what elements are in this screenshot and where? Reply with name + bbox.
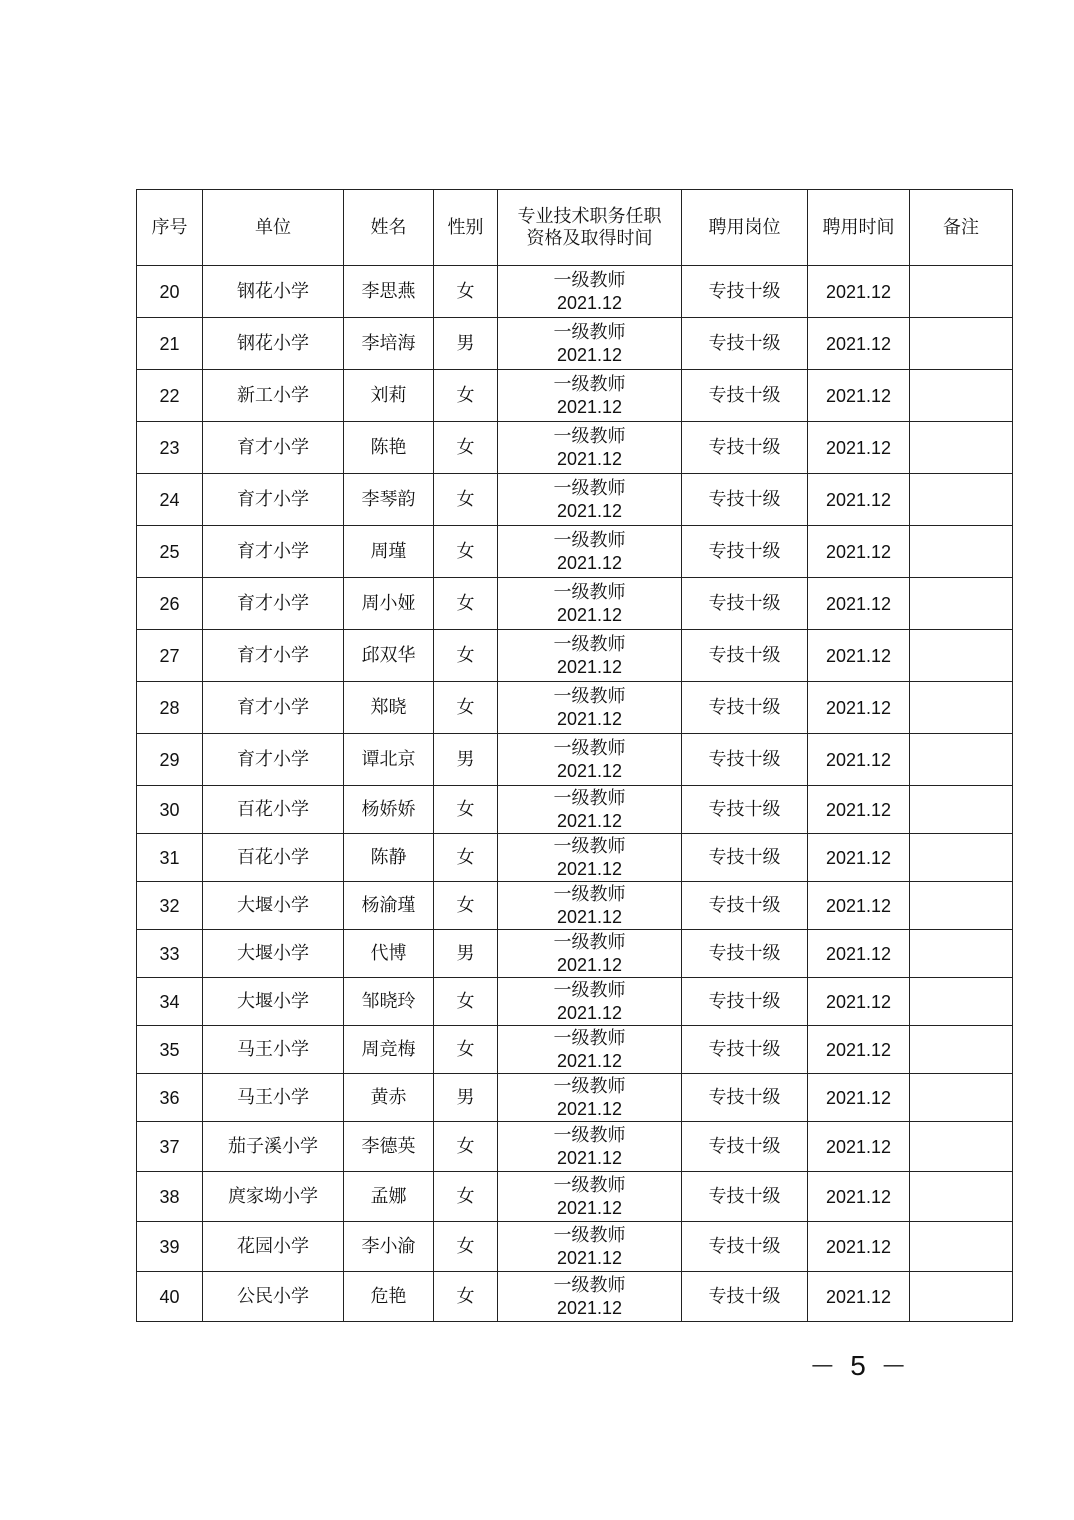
cell-name: 危艳 [344, 1272, 434, 1322]
cell-unit: 百花小学 [203, 786, 344, 834]
cell-qualification-date: 2021.12 [556, 954, 623, 975]
cell-seq: 25 [137, 526, 203, 578]
cell-remarks [910, 370, 1013, 422]
cell-position: 专技十级 [682, 786, 808, 834]
cell-seq: 28 [137, 682, 203, 734]
cell-unit: 马王小学 [203, 1074, 344, 1122]
cell-gender: 女 [434, 978, 498, 1026]
cell-remarks [910, 882, 1013, 930]
cell-gender: 男 [434, 318, 498, 370]
cell-qualification-title: 一级教师 [553, 529, 626, 551]
cell-hire-time: 2021.12 [808, 318, 910, 370]
cell-gender: 女 [434, 630, 498, 682]
table-row [137, 474, 1013, 526]
cell-qualification-date: 2021.12 [556, 1098, 623, 1119]
header-unit: 单位 [203, 190, 344, 266]
cell-seq: 37 [137, 1122, 203, 1172]
cell-unit: 新工小学 [203, 370, 344, 422]
cell-position: 专技十级 [682, 630, 808, 682]
cell-qualification-date: 2021.12 [556, 552, 623, 573]
cell-unit: 百花小学 [203, 834, 344, 882]
cell-seq: 40 [137, 1272, 203, 1322]
cell-remarks [910, 1122, 1013, 1172]
cell-hire-time: 2021.12 [808, 1026, 910, 1074]
cell-position: 专技十级 [682, 682, 808, 734]
cell-remarks [910, 318, 1013, 370]
cell-name: 孟娜 [344, 1172, 434, 1222]
cell-gender: 女 [434, 1272, 498, 1322]
cell-qualification-title: 一级教师 [553, 373, 626, 395]
table-row [137, 266, 1013, 318]
cell-name: 李琴韵 [344, 474, 434, 526]
cell-gender: 女 [434, 578, 498, 630]
cell-seq: 39 [137, 1222, 203, 1272]
cell-hire-time: 2021.12 [808, 930, 910, 978]
cell-unit: 育才小学 [203, 630, 344, 682]
cell-hire-time: 2021.12 [808, 1122, 910, 1172]
cell-qualification-title: 一级教师 [553, 979, 626, 1001]
cell-gender: 女 [434, 1026, 498, 1074]
cell-qualification [498, 734, 682, 786]
cell-unit: 育才小学 [203, 422, 344, 474]
table-row [137, 930, 1013, 978]
cell-gender: 女 [434, 1172, 498, 1222]
cell-position: 专技十级 [682, 266, 808, 318]
cell-seq: 26 [137, 578, 203, 630]
cell-hire-time: 2021.12 [808, 786, 910, 834]
cell-qualification-title: 一级教师 [553, 581, 626, 603]
cell-remarks [910, 930, 1013, 978]
cell-qualification-date: 2021.12 [556, 448, 623, 469]
cell-qualification [498, 834, 682, 882]
cell-qualification-title: 一级教师 [553, 787, 626, 809]
cell-qualification-title: 一级教师 [553, 321, 626, 343]
cell-qualification-title: 一级教师 [553, 269, 626, 291]
cell-qualification [498, 1222, 682, 1272]
header-name: 姓名 [344, 190, 434, 266]
cell-remarks [910, 786, 1013, 834]
cell-position: 专技十级 [682, 882, 808, 930]
cell-unit: 育才小学 [203, 474, 344, 526]
cell-gender: 女 [434, 266, 498, 318]
cell-name: 杨渝瑾 [344, 882, 434, 930]
table-header-row [137, 190, 1013, 266]
cell-name: 谭北京 [344, 734, 434, 786]
cell-unit: 大堰小学 [203, 882, 344, 930]
cell-hire-time: 2021.12 [808, 630, 910, 682]
cell-qualification-date: 2021.12 [556, 396, 623, 417]
cell-qualification [498, 526, 682, 578]
cell-hire-time: 2021.12 [808, 1272, 910, 1322]
cell-position: 专技十级 [682, 978, 808, 1026]
cell-unit: 育才小学 [203, 526, 344, 578]
cell-hire-time: 2021.12 [808, 578, 910, 630]
cell-hire-time: 2021.12 [808, 734, 910, 786]
cell-hire-time: 2021.12 [808, 1074, 910, 1122]
cell-unit: 马王小学 [203, 1026, 344, 1074]
cell-position: 专技十级 [682, 474, 808, 526]
cell-name: 李培海 [344, 318, 434, 370]
table-row [137, 1074, 1013, 1122]
cell-gender: 女 [434, 786, 498, 834]
cell-name: 陈艳 [344, 422, 434, 474]
table-row [137, 786, 1013, 834]
cell-qualification-title: 一级教师 [553, 1027, 626, 1049]
cell-qualification-date: 2021.12 [556, 810, 623, 831]
cell-remarks [910, 1074, 1013, 1122]
cell-hire-time: 2021.12 [808, 882, 910, 930]
cell-seq: 32 [137, 882, 203, 930]
cell-qualification [498, 1074, 682, 1122]
cell-seq: 29 [137, 734, 203, 786]
cell-remarks [910, 978, 1013, 1026]
cell-seq: 20 [137, 266, 203, 318]
cell-remarks [910, 1272, 1013, 1322]
cell-qualification [498, 786, 682, 834]
cell-unit: 钢花小学 [203, 318, 344, 370]
header-qualification: 专业技术职务任职资格及取得时间 [498, 190, 682, 266]
cell-unit: 育才小学 [203, 578, 344, 630]
cell-position: 专技十级 [682, 578, 808, 630]
cell-gender: 女 [434, 834, 498, 882]
header-gender: 性别 [434, 190, 498, 266]
page-number-dash-left: — [812, 1354, 833, 1376]
cell-unit: 茄子溪小学 [203, 1122, 344, 1172]
cell-qualification-date: 2021.12 [556, 1050, 623, 1071]
table-row [137, 318, 1013, 370]
cell-qualification [498, 422, 682, 474]
cell-hire-time: 2021.12 [808, 266, 910, 318]
cell-hire-time: 2021.12 [808, 474, 910, 526]
cell-position: 专技十级 [682, 930, 808, 978]
cell-gender: 男 [434, 1074, 498, 1122]
cell-seq: 31 [137, 834, 203, 882]
cell-qualification [498, 682, 682, 734]
table-row [137, 1222, 1013, 1272]
cell-position: 专技十级 [682, 834, 808, 882]
staff-table [136, 189, 1013, 1322]
cell-gender: 女 [434, 882, 498, 930]
table-body [137, 266, 1013, 1322]
cell-gender: 女 [434, 474, 498, 526]
cell-qualification-title: 一级教师 [553, 633, 626, 655]
cell-remarks [910, 474, 1013, 526]
cell-qualification [498, 930, 682, 978]
cell-seq: 30 [137, 786, 203, 834]
cell-name: 李德英 [344, 1122, 434, 1172]
cell-qualification-date: 2021.12 [556, 344, 623, 365]
cell-qualification-title: 一级教师 [553, 931, 626, 953]
cell-position: 专技十级 [682, 526, 808, 578]
cell-position: 专技十级 [682, 1074, 808, 1122]
cell-name: 陈静 [344, 834, 434, 882]
cell-name: 刘莉 [344, 370, 434, 422]
cell-qualification [498, 978, 682, 1026]
cell-qualification [498, 1272, 682, 1322]
cell-qualification-title: 一级教师 [553, 477, 626, 499]
cell-name: 黄赤 [344, 1074, 434, 1122]
cell-qualification-date: 2021.12 [556, 906, 623, 927]
cell-remarks [910, 734, 1013, 786]
table-row [137, 1026, 1013, 1074]
cell-qualification-date: 2021.12 [556, 656, 623, 677]
cell-name: 杨娇娇 [344, 786, 434, 834]
cell-position: 专技十级 [682, 1222, 808, 1272]
cell-qualification [498, 1026, 682, 1074]
cell-hire-time: 2021.12 [808, 370, 910, 422]
table-row [137, 1122, 1013, 1172]
cell-position: 专技十级 [682, 1026, 808, 1074]
cell-remarks [910, 422, 1013, 474]
cell-remarks [910, 1026, 1013, 1074]
cell-position: 专技十级 [682, 370, 808, 422]
cell-unit: 花园小学 [203, 1222, 344, 1272]
cell-qualification-date: 2021.12 [556, 1147, 623, 1168]
cell-unit: 大堰小学 [203, 978, 344, 1026]
cell-qualification [498, 1172, 682, 1222]
cell-name: 代博 [344, 930, 434, 978]
table-row [137, 578, 1013, 630]
cell-qualification-date: 2021.12 [556, 292, 623, 313]
cell-seq: 22 [137, 370, 203, 422]
cell-qualification-title: 一级教师 [553, 883, 626, 905]
cell-qualification [498, 1122, 682, 1172]
cell-position: 专技十级 [682, 318, 808, 370]
cell-gender: 女 [434, 1222, 498, 1272]
cell-gender: 男 [434, 734, 498, 786]
cell-hire-time: 2021.12 [808, 834, 910, 882]
table-row [137, 1272, 1013, 1322]
cell-gender: 男 [434, 930, 498, 978]
header-position: 聘用岗位 [682, 190, 808, 266]
cell-qualification-title: 一级教师 [553, 1124, 626, 1146]
cell-unit: 庹家坳小学 [203, 1172, 344, 1222]
cell-seq: 27 [137, 630, 203, 682]
cell-position: 专技十级 [682, 422, 808, 474]
cell-qualification-date: 2021.12 [556, 1247, 623, 1268]
cell-name: 周小娅 [344, 578, 434, 630]
page-number-dash-right: — [883, 1354, 904, 1376]
cell-hire-time: 2021.12 [808, 1222, 910, 1272]
cell-hire-time: 2021.12 [808, 978, 910, 1026]
cell-qualification [498, 318, 682, 370]
cell-qualification-title: 一级教师 [553, 1274, 626, 1296]
cell-hire-time: 2021.12 [808, 526, 910, 578]
cell-qualification-date: 2021.12 [556, 858, 623, 879]
cell-seq: 21 [137, 318, 203, 370]
table-row [137, 370, 1013, 422]
cell-seq: 34 [137, 978, 203, 1026]
table-row [137, 834, 1013, 882]
cell-remarks [910, 834, 1013, 882]
table-row [137, 734, 1013, 786]
cell-remarks [910, 630, 1013, 682]
cell-qualification-title: 一级教师 [553, 737, 626, 759]
cell-qualification [498, 266, 682, 318]
cell-position: 专技十级 [682, 1122, 808, 1172]
cell-unit: 大堰小学 [203, 930, 344, 978]
cell-seq: 33 [137, 930, 203, 978]
cell-name: 李思燕 [344, 266, 434, 318]
cell-qualification-date: 2021.12 [556, 604, 623, 625]
cell-unit: 育才小学 [203, 734, 344, 786]
cell-qualification [498, 578, 682, 630]
cell-position: 专技十级 [682, 734, 808, 786]
table-row [137, 630, 1013, 682]
cell-qualification-date: 2021.12 [556, 760, 623, 781]
cell-remarks [910, 266, 1013, 318]
cell-qualification-date: 2021.12 [556, 500, 623, 521]
cell-qualification [498, 630, 682, 682]
cell-unit: 钢花小学 [203, 266, 344, 318]
cell-gender: 女 [434, 682, 498, 734]
header-seq: 序号 [137, 190, 203, 266]
table-row [137, 1172, 1013, 1222]
cell-qualification-date: 2021.12 [556, 1002, 623, 1023]
cell-qualification-date: 2021.12 [556, 1297, 623, 1318]
cell-seq: 38 [137, 1172, 203, 1222]
table-row [137, 682, 1013, 734]
cell-qualification [498, 370, 682, 422]
cell-name: 邹晓玲 [344, 978, 434, 1026]
cell-qualification-title: 一级教师 [553, 1224, 626, 1246]
cell-name: 李小渝 [344, 1222, 434, 1272]
cell-seq: 35 [137, 1026, 203, 1074]
cell-seq: 36 [137, 1074, 203, 1122]
header-hire-time: 聘用时间 [808, 190, 910, 266]
cell-seq: 24 [137, 474, 203, 526]
cell-seq: 23 [137, 422, 203, 474]
cell-name: 邱双华 [344, 630, 434, 682]
header-remarks: 备注 [910, 190, 1013, 266]
cell-name: 郑晓 [344, 682, 434, 734]
cell-qualification-date: 2021.12 [556, 1197, 623, 1218]
cell-gender: 女 [434, 422, 498, 474]
cell-remarks [910, 526, 1013, 578]
cell-hire-time: 2021.12 [808, 1172, 910, 1222]
table-row [137, 882, 1013, 930]
page-number-value: 5 [850, 1350, 866, 1381]
cell-gender: 女 [434, 1122, 498, 1172]
cell-gender: 女 [434, 526, 498, 578]
cell-qualification-title: 一级教师 [553, 835, 626, 857]
page-number [800, 1350, 916, 1382]
cell-gender: 女 [434, 370, 498, 422]
cell-unit: 公民小学 [203, 1272, 344, 1322]
cell-hire-time: 2021.12 [808, 682, 910, 734]
cell-qualification-title: 一级教师 [553, 425, 626, 447]
cell-qualification-title: 一级教师 [553, 685, 626, 707]
table-row [137, 526, 1013, 578]
cell-hire-time: 2021.12 [808, 422, 910, 474]
cell-name: 周瑾 [344, 526, 434, 578]
cell-remarks [910, 578, 1013, 630]
cell-qualification-title: 一级教师 [553, 1075, 626, 1097]
cell-qualification [498, 474, 682, 526]
cell-name: 周竞梅 [344, 1026, 434, 1074]
cell-remarks [910, 682, 1013, 734]
table-row [137, 978, 1013, 1026]
cell-position: 专技十级 [682, 1272, 808, 1322]
cell-qualification-title: 一级教师 [553, 1174, 626, 1196]
table-row [137, 422, 1013, 474]
cell-position: 专技十级 [682, 1172, 808, 1222]
cell-qualification-date: 2021.12 [556, 708, 623, 729]
cell-qualification [498, 882, 682, 930]
cell-remarks [910, 1172, 1013, 1222]
cell-unit: 育才小学 [203, 682, 344, 734]
cell-remarks [910, 1222, 1013, 1272]
